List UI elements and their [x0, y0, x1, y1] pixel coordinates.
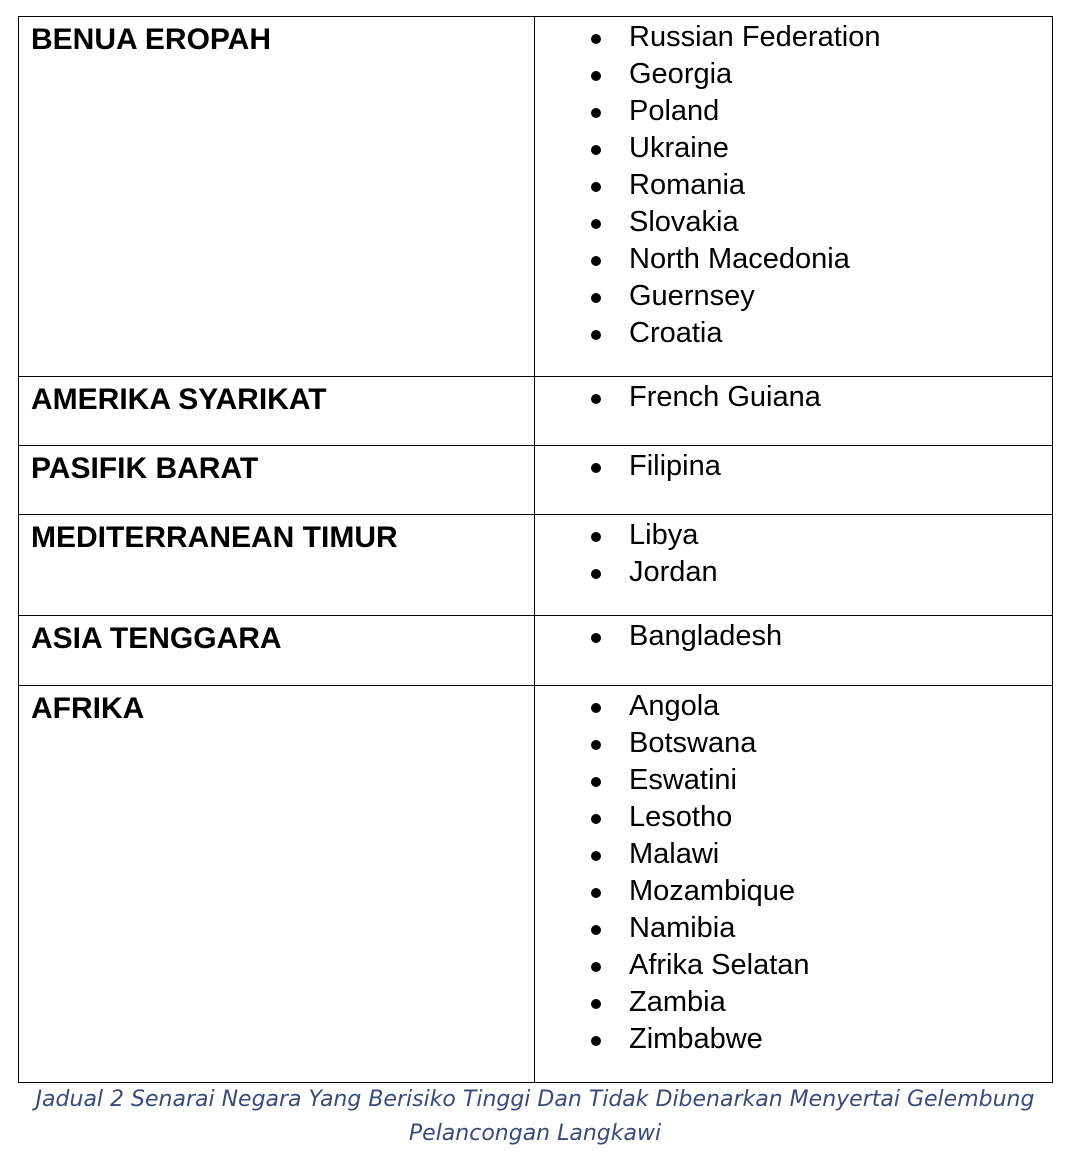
list-item [535, 517, 1052, 554]
country-name: Zimbabwe [629, 1023, 763, 1055]
region-cell [19, 17, 535, 377]
country-name: Guernsey [629, 280, 755, 312]
country-cell [535, 686, 1053, 1083]
region-name: AMERIKA SYARIKAT [31, 383, 327, 416]
list-item [535, 167, 1052, 204]
country-risk-table [18, 16, 1053, 1083]
bullet-icon [591, 219, 601, 229]
country-name: Botswana [629, 727, 757, 759]
list-item [535, 947, 1052, 984]
country-name: French Guiana [629, 381, 821, 413]
country-cell [535, 446, 1053, 515]
country-cell [535, 515, 1053, 616]
list-item [535, 56, 1052, 93]
bullet-icon [591, 532, 601, 542]
country-name: Filipina [629, 450, 721, 482]
bullet-icon [591, 814, 601, 824]
country-name: North Macedonia [629, 243, 850, 275]
bullet-icon [591, 182, 601, 192]
region-name: BENUA EROPAH [31, 23, 272, 56]
country-name: Malawi [629, 838, 720, 870]
bullet-icon [591, 34, 601, 44]
bullet-icon [591, 71, 601, 81]
country-cell [535, 616, 1053, 686]
country-list [535, 379, 1052, 416]
bullet-icon [591, 777, 601, 787]
country-name: Poland [629, 95, 720, 127]
table-row [19, 377, 1053, 446]
list-item [535, 725, 1052, 762]
bullet-icon [591, 925, 601, 935]
bullet-icon [591, 330, 601, 340]
region-cell [19, 377, 535, 446]
country-list [535, 618, 1052, 655]
table-row [19, 686, 1053, 1083]
list-item [535, 873, 1052, 910]
bullet-icon [591, 703, 601, 713]
country-name: Bangladesh [629, 620, 783, 652]
table-body [19, 17, 1053, 1083]
table-row [19, 515, 1053, 616]
list-item [535, 93, 1052, 130]
country-name: Libya [629, 519, 699, 551]
list-item [535, 688, 1052, 725]
country-name: Croatia [629, 317, 723, 349]
country-name: Namibia [629, 912, 736, 944]
bullet-icon [591, 293, 601, 303]
country-name: Romania [629, 169, 746, 201]
table-row [19, 17, 1053, 377]
bullet-icon [591, 569, 601, 579]
caption-line: Pelancongan Langkawi [408, 1121, 662, 1146]
table-row [19, 616, 1053, 686]
region-name: ASIA TENGGARA [31, 622, 282, 655]
bullet-icon [591, 145, 601, 155]
region-cell [19, 515, 535, 616]
list-item [535, 19, 1052, 56]
country-name: Eswatini [629, 764, 737, 796]
list-item [535, 241, 1052, 278]
bullet-icon [591, 888, 601, 898]
list-item [535, 984, 1052, 1021]
bullet-icon [591, 999, 601, 1009]
bullet-icon [591, 463, 601, 473]
list-item [535, 278, 1052, 315]
country-list [535, 688, 1052, 1058]
country-list [535, 517, 1052, 591]
country-name: Ukraine [629, 132, 729, 164]
bullet-icon [591, 256, 601, 266]
bullet-icon [591, 1036, 601, 1046]
list-item [535, 910, 1052, 947]
bullet-icon [591, 962, 601, 972]
region-name: PASIFIK BARAT [31, 452, 259, 485]
list-item [535, 130, 1052, 167]
country-name: Zambia [629, 986, 726, 1018]
region-cell [19, 686, 535, 1083]
bullet-icon [591, 740, 601, 750]
country-name: Lesotho [629, 801, 733, 833]
list-item [535, 204, 1052, 241]
region-name: AFRIKA [31, 692, 145, 725]
country-name: Angola [629, 690, 720, 722]
country-list [535, 448, 1052, 485]
country-name: Afrika Selatan [629, 949, 810, 981]
table-caption [18, 1083, 1052, 1151]
list-item [535, 315, 1052, 352]
list-item [535, 762, 1052, 799]
list-item [535, 618, 1052, 655]
country-name: Slovakia [629, 206, 739, 238]
bullet-icon [591, 851, 601, 861]
bullet-icon [591, 394, 601, 404]
country-cell [535, 17, 1053, 377]
list-item [535, 379, 1052, 416]
region-cell [19, 446, 535, 515]
table-row [19, 446, 1053, 515]
region-cell [19, 616, 535, 686]
bullet-icon [591, 108, 601, 118]
list-item [535, 554, 1052, 591]
list-item [535, 1021, 1052, 1058]
country-list [535, 19, 1052, 352]
list-item [535, 799, 1052, 836]
country-name: Jordan [629, 556, 718, 588]
country-cell [535, 377, 1053, 446]
list-item [535, 836, 1052, 873]
bullet-icon [591, 633, 601, 643]
country-name: Russian Federation [629, 21, 881, 53]
caption-line: Jadual 2 Senarai Negara Yang Berisiko Tinggi Dan Tidak Dibenarkan Menyertai Gelembung [35, 1087, 1035, 1112]
country-name: Mozambique [629, 875, 796, 907]
country-name: Georgia [629, 58, 733, 90]
list-item [535, 448, 1052, 485]
region-name: MEDITERRANEAN TIMUR [31, 521, 398, 554]
